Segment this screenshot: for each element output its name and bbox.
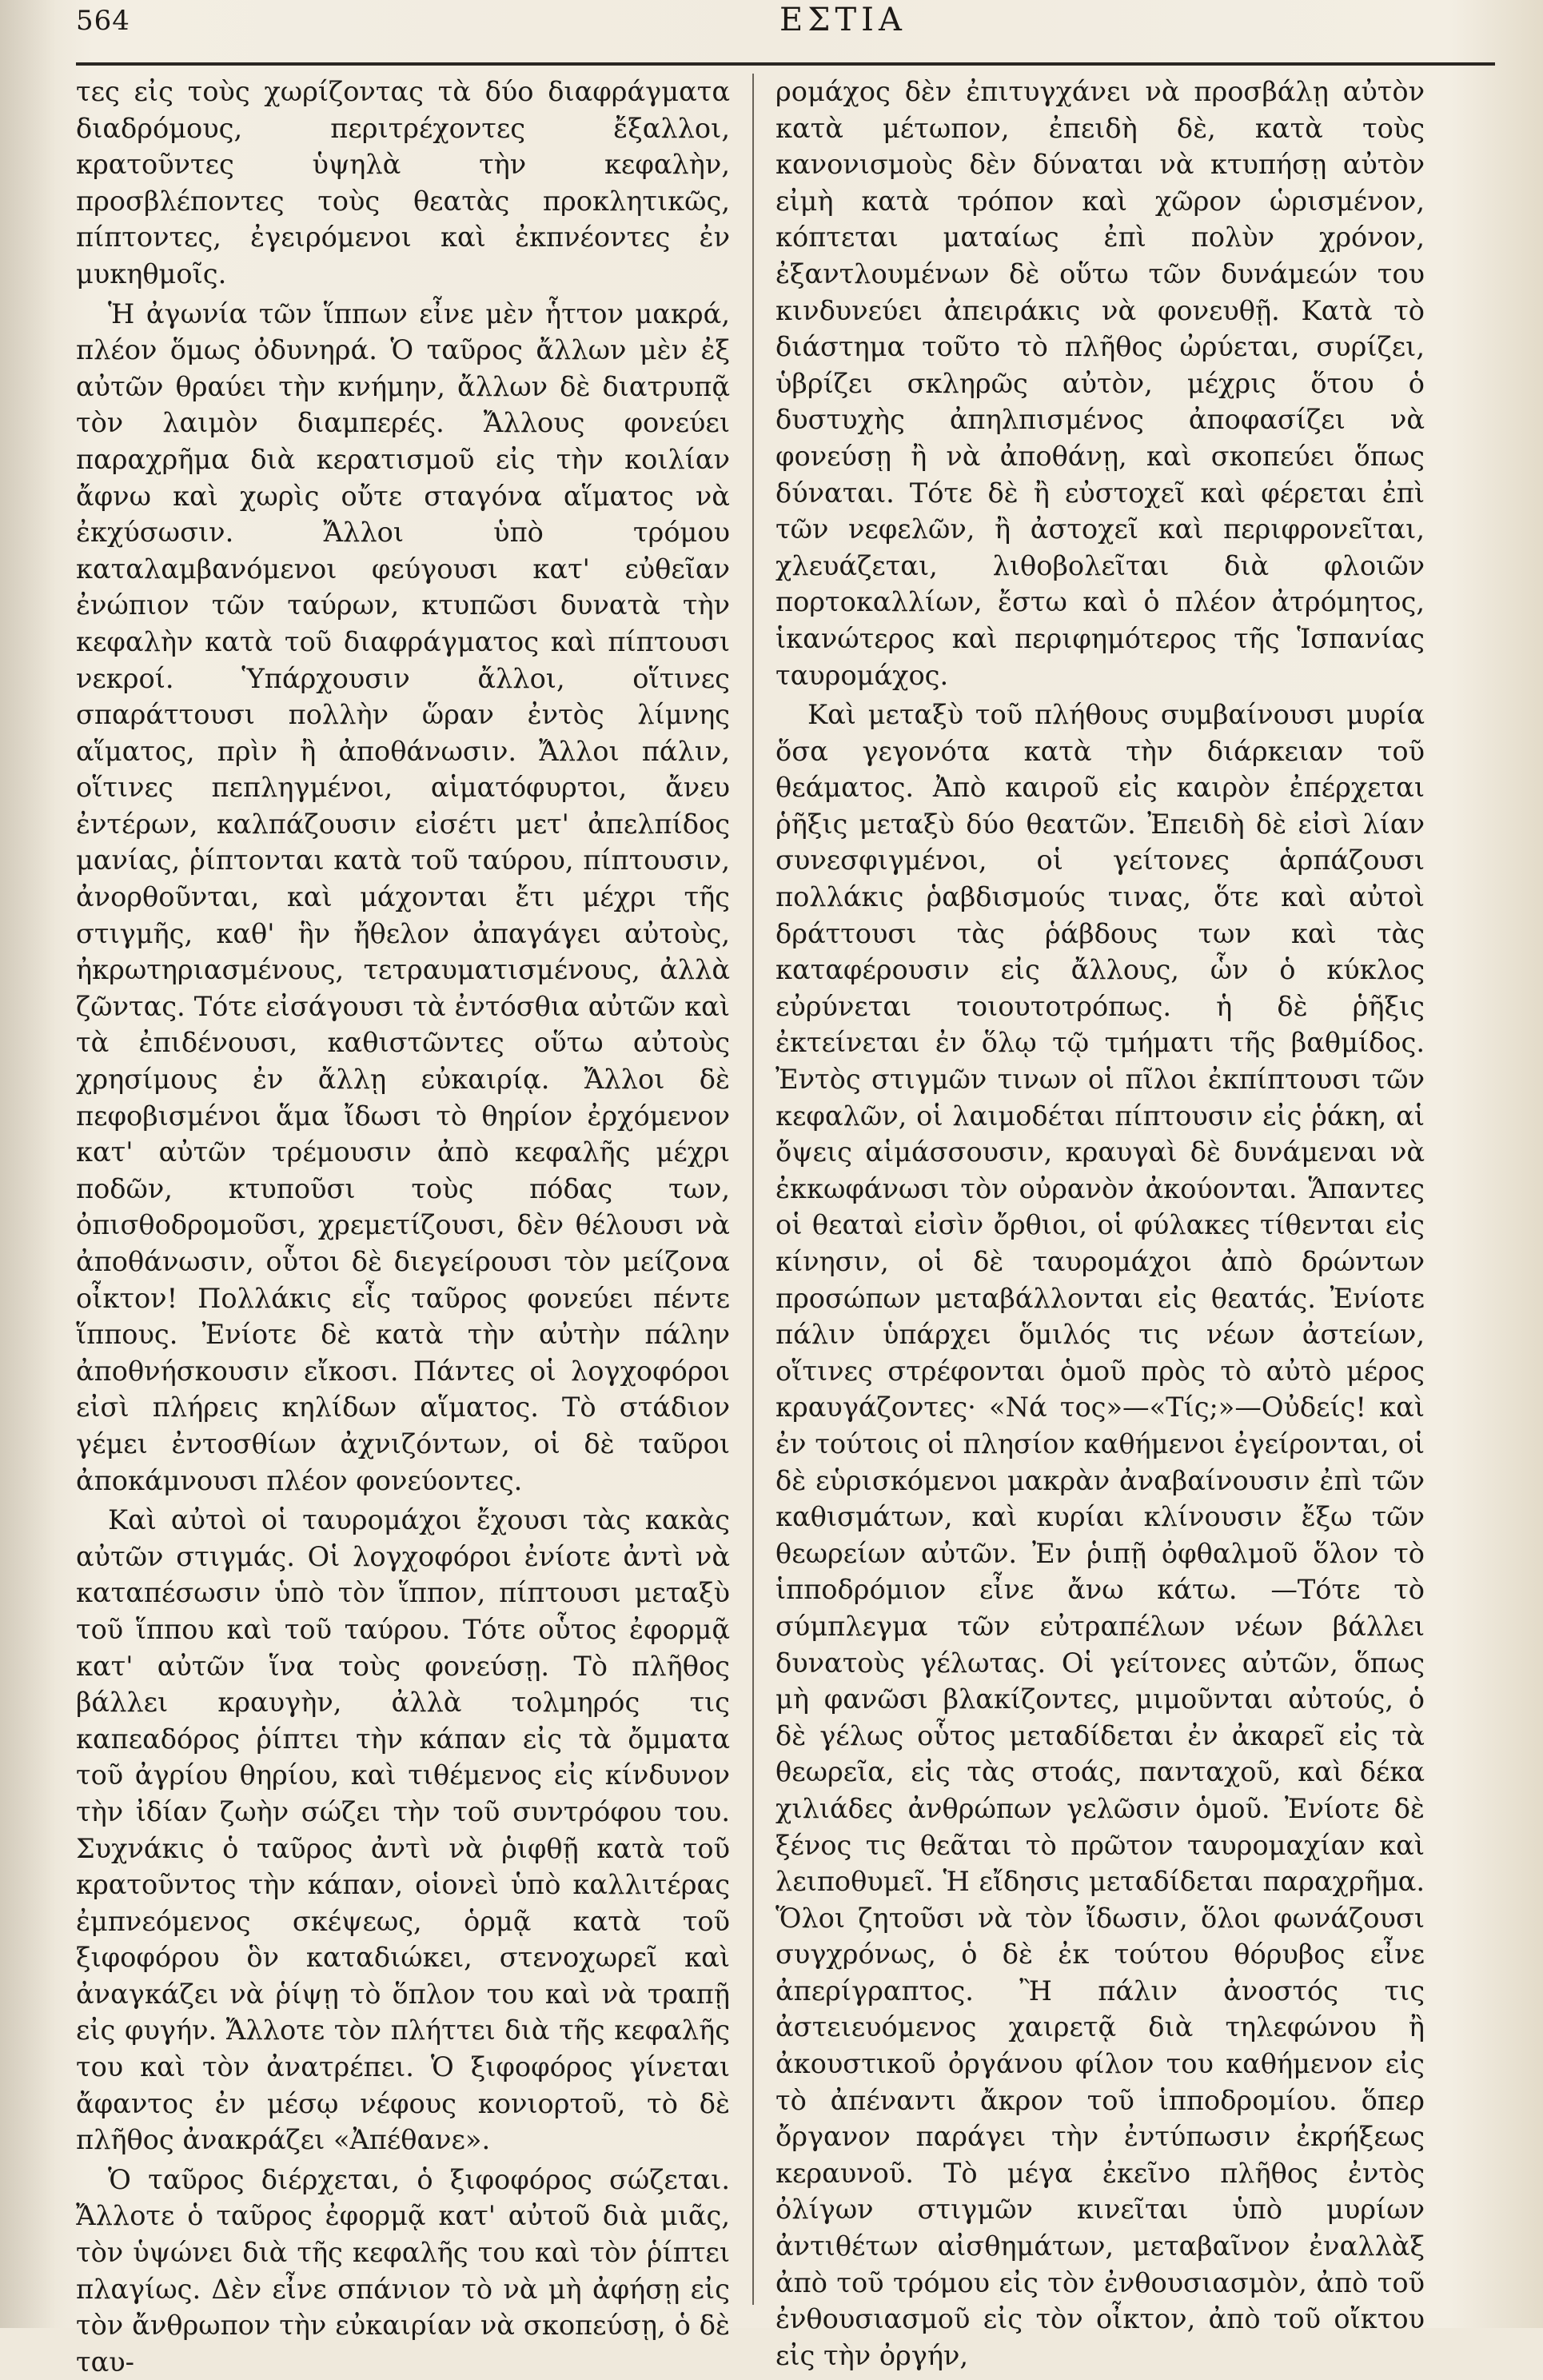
paragraph: Ὁ ταῦρος διέρχεται, ὁ ξιφοφόρος σώζεται. Ἄλλοτε ὁ ταῦρος ἐφορμᾷ κατ' αὐτοῦ διὰ μιᾶς, τὸν ὑψώνει διὰ τῆς κεφαλῆς του καὶ τὸν ῥίπτει πλαγίως. Δὲν εἶνε σπάνιον τὸ νὰ μὴ ἀφήσῃ εἰς τὸν ἄνθρωπον τὴν εὐκαιρίαν νὰ σκοπεύσῃ, ὁ δὲ ταυ- <box>76 2163 730 2378</box>
paragraph: ρομάχος δὲν ἐπιτυγχάνει νὰ προσβάλῃ αὐτὸν κατὰ μέτωπον, ἐπειδὴ δὲ, κατὰ τοὺς κανονισμοὺς δὲν δύναται νὰ κτυπήσῃ αὐτὸν εἰμὴ κατὰ τρόπον καὶ χῶρον ὡρισμένον, κόπτεται ματαίως ἐπὶ πολὺν χρόνον, ἐξαντλουμένων δὲ οὕτω τῶν δυνάμεών του κινδυνεύει ἀπειράκις νὰ φονευθῇ. Κατὰ τὸ διάστημα τοῦτο τὸ πλῆθος ὠρύεται, συρίζει, ὑβρίζει σκληρῶς αὐτὸν, μέχρις ὅτου ὁ δυστυχὴς ἀπηλπισμένος ἀποφασίζει νὰ φονεύσῃ ἢ νὰ ἀποθάνῃ, καὶ σκοπεύει ὅπως δύναται. Τότε δὲ ἢ εὐστοχεῖ καὶ φέρεται ἐπὶ τῶν νεφελῶν, ἢ ἀστοχεῖ καὶ περιφρονεῖται, χλευάζεται, λιθοβολεῖται διὰ φλοιῶν πορτοκαλλίων, ἔστω καὶ ὁ πλέον ἀτρόμητος, ἱκανώτερος καὶ περιφημότερος τῆς Ἱσπανίας ταυρομάχος. <box>775 76 1425 691</box>
page-number: 564 <box>76 5 130 37</box>
left-column <box>76 74 730 2380</box>
header-rule <box>76 62 1495 66</box>
column-divider <box>752 74 754 2305</box>
paragraph: Καὶ μεταξὺ τοῦ πλήθους συμβαίνουσι μυρία ὅσα γεγονότα κατὰ τὴν διάρκειαν τοῦ θεάματος. Ἀπὸ καιροῦ εἰς καιρὸν ἐπέρχεται ῥῆξις μεταξὺ δύο θεατῶν. Ἐπειδὴ δὲ εἰσὶ λίαν συνεσφιγμένοι, οἱ γείτονες ἁρπάζουσι πολλάκις ῥαβδισμούς τινας, ὅτε καὶ αὐτοὶ δράττουσι τὰς ῥάβδους των καὶ τὰς καταφέρουσιν εἰς ἄλλους, ὧν ὁ κύκλος εὐρύνεται τοιουτοτρόπως. ἡ δὲ ῥῆξις ἐκτείνεται ἐν ὅλῳ τῷ τμήματι τῆς βαθμίδος. Ἐντὸς στιγμῶν τινων οἱ πῖλοι ἐκπίπτουσι τῶν κεφαλῶν, οἱ λαιμοδέται πίπτουσιν εἰς ῥάκη, αἱ ὄψεις αἱμάσσουσιν, κραυγαὶ δὲ δυνάμεναι νὰ ἐκκωφάνωσι τὸν οὐρανὸν ἀκούονται. Ἅπαντες οἱ θεαταὶ εἰσὶν ὄρθιοι, οἱ φύλακες τίθενται εἰς κίνησιν, οἱ δὲ ταυρομάχοι ἀπὸ δρώντων προσώπων μεταβάλλονται εἰς θεατάς. Ἐνίοτε πάλιν ὑπάρχει ὅμιλός τις νέων ἀστείων, οἵτινες στρέφονται ὁμοῦ πρὸς τὸ αὐτὸ μέρος κραυγάζοντες· «Νά τος»—«Τίς;»—Οὐδείς! καὶ ἐν τούτοις οἱ πλησίον καθήμενοι ἐγείρονται, οἱ δὲ εὑρισκόμενοι μακρὰν ἀναβαίνουσιν ἐπὶ τῶν καθισμάτων, καὶ κυρίαι κλίνουσιν ἔξω τῶν θεωρείων αὐτῶν. Ἐν ῥιπῇ ὀφθαλμοῦ ὅλον τὸ ἱπποδρόμιον εἶνε ἄνω κάτω. —Τότε τὸ σύμπλεγμα τῶν εὐτραπέλων νέων βάλλει δυνατοὺς γέλωτας. Οἱ γείτονες αὐτῶν, ὅπως μὴ φανῶσι βλακίζοντες, μιμοῦνται αὐτούς, ὁ δὲ γέλως οὗτος μεταδίδεται ἐν ἀκαρεῖ εἰς τὰ θεωρεῖα, εἰς τὰς στοάς, πανταχοῦ, καὶ δέκα χιλιάδες ἀνθρώπων γελῶσιν ὁμοῦ. Ἐνίοτε δὲ ξένος τις θεᾶται τὸ πρῶτον ταυρομαχίαν καὶ λειποθυμεῖ. Ἡ εἴδησις μεταδίδεται παραχρῆμα. Ὅλοι ζητοῦσι νὰ τὸν ἴδωσιν, ὅλοι φωνάζουσι συγχρόνως, ὁ δὲ ἐκ τούτου θόρυβος εἶνε ἀπερίγραπτος. Ἢ πάλιν ἀνοστός τις ἀστειευόμενος χαιρετᾷ διὰ τηλεφώνου ἢ ἀκουστικοῦ ὀργάνου φίλον του καθήμενον εἰς τὸ ἀπέναντι ἄκρον τοῦ ἱπποδρομίου. ὅπερ ὄργανον παράγει τὴν ἐντύπωσιν ἐκρήξεως κεραυνοῦ. Τὸ μέγα ἐκεῖνο πλῆθος ἐντὸς ὀλίγων στιγμῶν κινεῖται ὑπὸ μυρίων ἀντιθέτων αἰσθημάτων, μεταβαῖνον ἐναλλὰξ ἀπὸ τοῦ τρόμου εἰς τὸν ἐνθουσιασμὸν, ἀπὸ τοῦ ἐνθουσιασμοῦ εἰς τὸν οἶκτον, ἀπὸ τοῦ οἴκτου εἰς τὴν ὀργήν, <box>775 699 1425 2371</box>
paragraph: Ἡ ἀγωνία τῶν ἵππων εἶνε μὲν ἧττον μακρά, πλέον ὅμως ὀδυνηρά. Ὁ ταῦρος ἄλλων μὲν ἐξ αὐτῶν θραύει τὴν κνήμην, ἄλλων δὲ διατρυπᾷ τὸν λαιμὸν διαμπερές. Ἄλλους φονεύει παραχρῆμα διὰ κερατισμοῦ εἰς τὴν κοιλίαν ἄφνω καὶ χωρὶς οὔτε σταγόνα αἵματος νὰ ἐκχύσωσιν. Ἄλλοι ὑπὸ τρόμου καταλαμβανόμενοι φεύγουσι κατ' εὐθεῖαν ἐνώπιον τῶν ταύρων, κτυπῶσι δυνατὰ τὴν κεφαλὴν κατὰ τοῦ διαφράγματος καὶ πίπτουσι νεκροί. Ὑπάρχουσιν ἄλλοι, οἵτινες σπαράττουσι πολλὴν ὥραν ἐντὸς λίμνης αἵματος, πρὶν ἢ ἀποθάνωσιν. Ἄλλοι πάλιν, οἵτινες πεπληγμένοι, αἱματόφυρτοι, ἄνευ ἐντέρων, καλπάζουσιν εἰσέτι μετ' ἀπελπίδος μανίας, ῥίπτονται κατὰ τοῦ ταύρου, πίπτουσιν, ἀνορθοῦνται, καὶ μάχονται ἔτι μέχρι τῆς στιγμῆς, καθ' ἣν ἤθελον ἀπαγάγει αὐτοὺς, ἠκρωτηριασμένους, τετραυματισμένους, ἀλλὰ ζῶντας. Τότε εἰσάγουσι τὰ ἐντόσθια αὐτῶν καὶ τὰ ἐπιδένουσι, καθιστῶντες οὕτω αὐτοὺς χρησίμους ἐν ἄλλῃ εὐκαιρίᾳ. Ἄλλοι δὲ πεφοβισμένοι ἅμα ἴδωσι τὸ θηρίον ἐρχόμενον κατ' αὐτῶν τρέμουσιν ἀπὸ κεφαλῆς μέχρι ποδῶν, κτυποῦσι τοὺς πόδας των, ὀπισθοδρομοῦσι, χρεμετίζουσι, δὲν θέλουσι νὰ ἀποθάνωσιν, οὗτοι δὲ διεγείρουσι τὸν μείζονα οἶκτον! Πολλάκις εἷς ταῦρος φονεύει πέντε ἵππους. Ἐνίοτε δὲ κατὰ τὴν αὐτὴν πάλην ἀποθνήσκουσιν εἴκοσι. Πάντες οἱ λογχοφόροι εἰσὶ πλήρεις κηλίδων αἵματος. Τὸ στάδιον γέμει ἐντοσθίων ἀχνιζόντων, οἱ δὲ ταῦροι ἀποκάμνουσι πλέον φονεύοντες. <box>76 298 730 1496</box>
paragraph: τες εἰς τοὺς χωρίζοντας τὰ δύο διαφράγματα διαδρόμους, περιτρέχοντες ἔξαλλοι, κρατοῦντες ὑψηλὰ τὴν κεφαλὴν, προσβλέποντες τοὺς θεατὰς προκλητικῶς, πίπτοντες, ἐγειρόμενοι καὶ ἐκπνέοντες ἐν μυκηθμοῖς. <box>76 76 730 290</box>
journal-title: ΕΣΤΙΑ <box>779 2 907 38</box>
right-column <box>775 74 1425 2374</box>
paragraph: Καὶ αὐτοὶ οἱ ταυρομάχοι ἔχουσι τὰς κακὰς αὐτῶν στιγμάς. Οἱ λογχοφόροι ἐνίοτε ἀντὶ νὰ καταπέσωσιν ὑπὸ τὸν ἵππον, πίπτουσι μεταξὺ τοῦ ἵππου καὶ τοῦ ταύρου. Τότε οὗτος ἐφορμᾷ κατ' αὐτῶν ἵνα τοὺς φονεύσῃ. Τὸ πλῆθος βάλλει κραυγὴν, ἀλλὰ τολμηρός τις καπεαδόρος ῥίπτει τὴν κάπαν εἰς τὰ ὄμματα τοῦ ἀγρίου θηρίου, καὶ τιθέμενος εἰς κίνδυνον τὴν ἰδίαν ζωὴν σώζει τὴν τοῦ συντρόφου του. Συχνάκις ὁ ταῦρος ἀντὶ νὰ ῥιφθῇ κατὰ τοῦ κρατοῦντος τὴν κάπαν, οἱονεὶ ὑπὸ καλλιτέρας ἐμπνεόμενος σκέψεως, ὁρμᾷ κατὰ τοῦ ξιφοφόρου ὃν καταδιώκει, στενοχωρεῖ καὶ ἀναγκάζει νὰ ῥίψῃ τὸ ὅπλον του καὶ νὰ τραπῇ εἰς φυγήν. Ἄλλοτε τὸν πλήττει διὰ τῆς κεφαλῆς του καὶ τὸν ἀνατρέπει. Ὁ ξιφοφόρος γίνεται ἄφαντος ἐν μέσῳ νέφους κονιορτοῦ, τὸ δὲ πλῆθος ἀνακράζει «Ἀπέθανε». <box>76 1504 730 2156</box>
running-head <box>76 0 1495 51</box>
binding-shadow <box>0 0 56 2328</box>
